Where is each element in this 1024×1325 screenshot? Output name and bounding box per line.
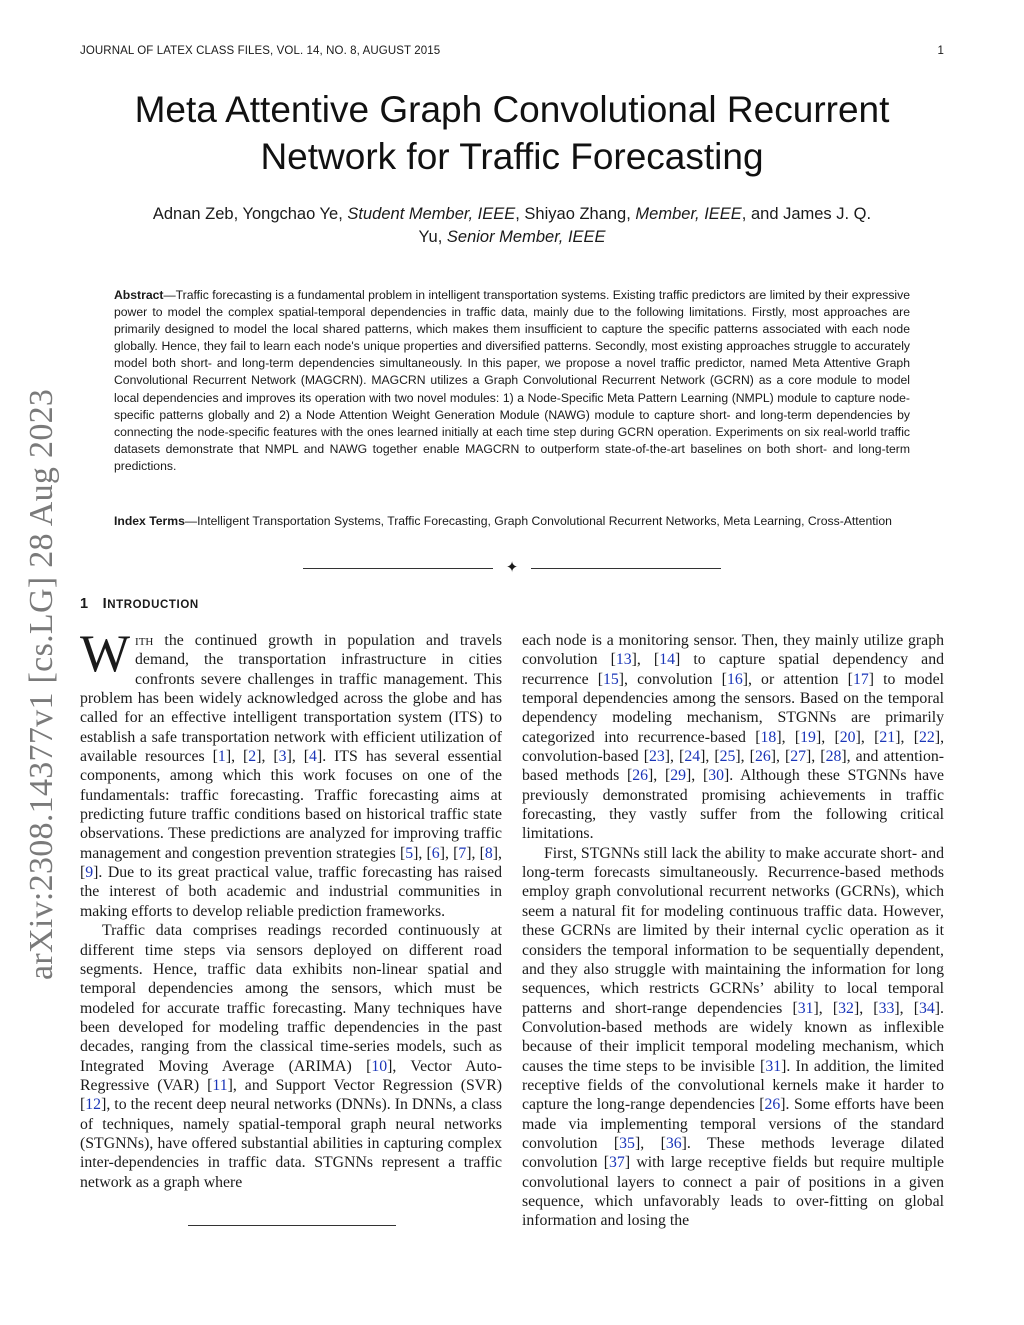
index-terms <box>114 513 910 530</box>
section-heading <box>80 596 199 612</box>
divider-star-icon: ✦ <box>505 560 519 576</box>
abstract-text: —Traffic forecasting is a fundamental problem in intelligent transportation systems. Existing traffic predictors are limited by their expressive power to model the complex spatial-temporal dependencies in traffic data, mainly due to the following limitations. Firstly, most approaches are primarily designed to model the local shared patterns, which makes them insufficient to capture the specific patterns associated with each node globally. Hence, they fail to learn each node's unique properties and diversified patterns. Secondly, most existing approaches struggle to accurately model both short- and long-term dependencies simultaneously. In this paper, we propose a novel traffic predictor, named Meta Attentive Graph Convolutional Recurrent Network (MAGCRN). MAGCRN utilizes a Graph Convolutional Recurrent Network (GCRN) as a core module to model local dependencies and improves its operation with two novel modules: 1) a Node-Specific Meta Pattern Learning (NMPL) module to capture node-specific patterns globally and 2) a Node Attention Weight Generation Module (NAWG) module to capture short- and long-term dependencies by connecting the node-specific features with the ones learned initially at each time step during GCRN operation. Experiments on six real-world traffic datasets demonstrate that NMPL and NAWG together enable MAGCRN to outperform state-of-the-art baselines on both short- and long-term predictions. <box>114 288 910 473</box>
divider-line-right <box>531 568 721 569</box>
body-column-left <box>80 625 503 1192</box>
author-list <box>90 203 934 249</box>
section-divider <box>303 562 721 576</box>
paragraph: With the continued growth in population and travels demand, the transportation infrastructure in cities confronts severe challenges in traffic management. This problem has been widely acknowledged across the globe and has called for an effective intelligent transportation system (ITS) to establish a safe transportation network with efficient utilization of available resources [1], [2], [3], [4]. ITS has several essential components, among which this work focuses on one of the fundamentals: traffic forecasting. Traffic forecasting aims at predicting future traffic conditions based on historical traffic state observations. These predictions are analyzed for improving traffic management and congestion prevention strategies [5], [6], [7], [8], [9]. Due to its great practical value, traffic forecasting has raised the interest of both academic and industrial communities in making efforts to develop reliable prediction frameworks. <box>80 625 503 920</box>
abstract-label: Abstract <box>114 288 164 302</box>
author-1: Adnan Zeb, Yongchao Ye, <box>152 205 348 223</box>
running-head-text: JOURNAL OF LATEX CLASS FILES, VOL. 14, NO. 8, AUGUST 2015 <box>80 45 441 57</box>
section-number: 1 <box>80 596 89 612</box>
section-title-rest: NTRODUCTION <box>107 599 199 611</box>
drop-cap: W <box>80 625 131 683</box>
author-3-cont: Yu, <box>418 228 447 246</box>
index-terms-text: —Intelligent Transportation Systems, Traffic Forecasting, Graph Convolutional Recurrent Networks, Meta Learning, Cross-Attention <box>184 514 892 528</box>
paragraph: each node is a monitoring sensor. Then, they mainly utilize graph convolution [13], [14] to capture spatial dependency and recurrence [15], convolution [16], or attention [17] to model temporal dependencies among the sensors. Based on the temporal dependency modeling mechanism, STGNNs are primarily categorized into recurrence-based [18], [19], [20], [21], [22], convolution-based [23], [24], [25], [26], [27], [28], and attention-based methods [26], [29], [30]. Although these STGNNs have previously demonstrated promising achievements in traffic forecasting, they vastly suffer from the following critical limitations. <box>522 632 945 843</box>
section-first-letter: I <box>102 596 108 612</box>
author-3: , and James J. Q. <box>741 205 872 223</box>
author-2: , Shiyao Zhang, <box>515 205 636 223</box>
divider-line-left <box>303 568 493 569</box>
index-terms-label: Index Terms <box>114 514 185 528</box>
running-header <box>80 45 944 57</box>
paragraph: Traffic data comprises readings recorded continuously at different time steps via sensors deployed on different road segments. Hence, traffic data exhibits non-linear spatial and temporal dependencies among the sensors, which must be modeled for accurate traffic forecasting. Many techniques have been developed for modeling traffic dependencies in the past decades, ranging from the classical time-series models, such as Integrated Moving Average (ARIMA) [10], Vector Auto-Regressive (VAR) [11], and Support Vector Regression (SVR) [12], to the recent deep neural networks (DNNs). In DNNs, a class of techniques, namely spatial-temporal graph neural networks (STGNNs), have offered substantial abilities in capturing complex inter-dependencies in traffic data. STGNNs represent a traffic network as a graph where <box>80 922 502 1191</box>
page-number: 1 <box>937 45 944 57</box>
arxiv-stamp: arXiv:2308.14377v1 [cs.LG] 28 Aug 2023 <box>23 388 60 980</box>
author-1-role: Student Member, IEEE <box>347 205 516 223</box>
footnote-rule <box>188 1225 396 1226</box>
abstract <box>114 287 910 475</box>
author-3-role: Senior Member, IEEE <box>446 228 606 246</box>
paper-title <box>60 86 964 180</box>
title-line-1: Meta Attentive Graph Convolutional Recurrent <box>134 89 890 130</box>
body-column-right <box>522 631 944 1231</box>
paragraph: First, STGNNs still lack the ability to make accurate short- and long-term forecasts simultaneously. Recurrence-based methods employ graph convolutional recurrent networks (GCRNs), which seem a natural fit for modeling continuous traffic data. However, these GCRNs are limited by their internal cyclic operation as it considers the temporal information to be sequentially dependent, and they also struggle with maintaining the information for long sequences, which restricts GCRNs’ ability to local temporal patterns and short-range dependencies [31], [32], [33], [34]. Convolution-based methods are widely known as inflexible because of their implicit temporal modeling mechanism, which causes the time steps to be invisible [31]. In addition, the limited receptive fields of the convolutional kernels make it harder to capture the long-range dependencies [26]. Some efforts have been made via implementing temporal versions of the standard convolution [35], [36]. These methods leverage dilated convolution [37] with large receptive fields but require multiple convolutional layers to connect a pair of positions in a given sequence, which unfavorably leads to over-fitting on global information and losing the <box>522 844 945 1230</box>
title-line-2: Network for Traffic Forecasting <box>260 136 764 177</box>
author-2-role: Member, IEEE <box>635 205 742 223</box>
